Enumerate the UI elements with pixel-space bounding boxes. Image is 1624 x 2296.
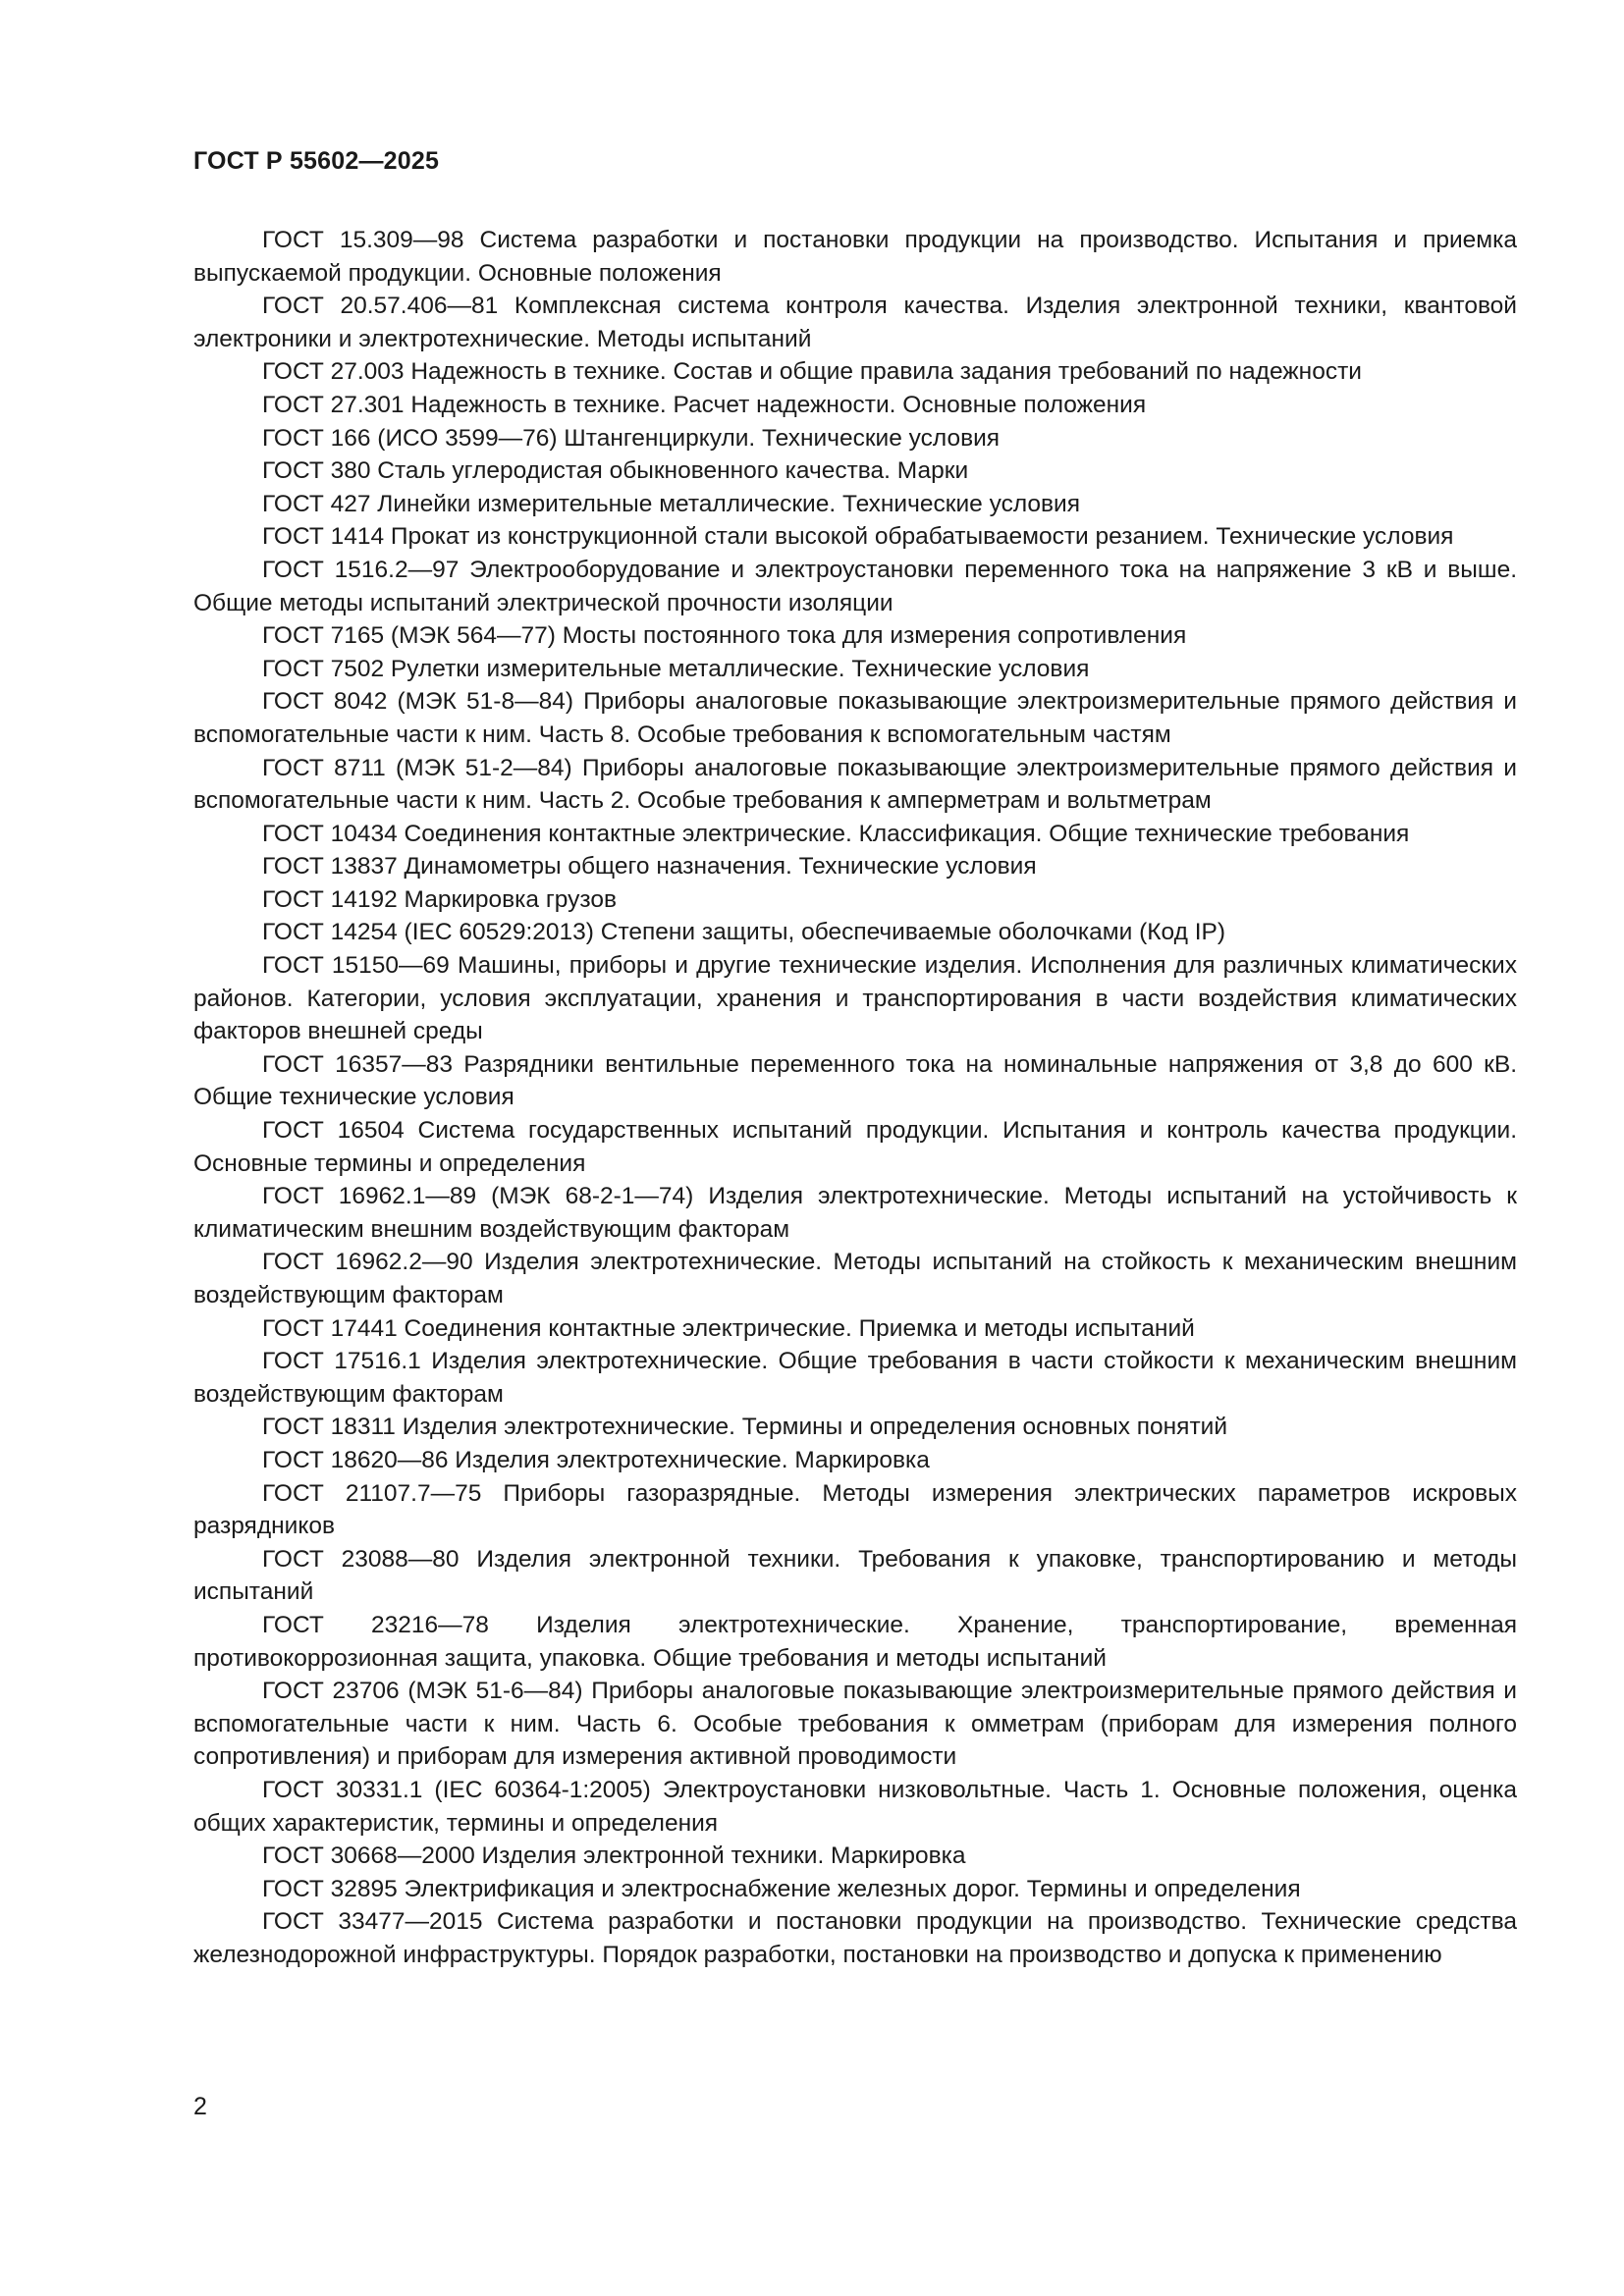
reference-item: ГОСТ 1414 Прокат из конструкционной стали высокой обрабатываемости резанием. Технические условия xyxy=(262,523,1454,551)
reference-item: ГОСТ 16962.2—90 Изделия электротехнические. Методы испытаний на стойкость к механическим внешним воздействующим факторам xyxy=(193,1249,1517,1308)
reference-item: ГОСТ 15.309—98 Система разработки и постановки продукции на производство. Испытания и приемка выпускаемой продукции. Основные положения xyxy=(193,227,1517,287)
reference-item: ГОСТ 27.301 Надежность в технике. Расчет надежности. Основные положения xyxy=(262,391,1147,418)
reference-item: ГОСТ 427 Линейки измерительные металлические. Технические условия xyxy=(262,490,1080,517)
reference-item: ГОСТ 10434 Соединения контактные электрические. Классификация. Общие технические требования xyxy=(262,820,1410,847)
reference-item: ГОСТ 30331.1 (IEC 60364-1:2005) Электроустановки низковольтные. Часть 1. Основные положения, оценка общих характеристик, термины и определения xyxy=(193,1776,1517,1837)
reference-item: ГОСТ 17441 Соединения контактные электрические. Приемка и методы испытаний xyxy=(262,1314,1195,1342)
document-header: ГОСТ Р 55602—2025 xyxy=(193,147,440,175)
reference-item: ГОСТ 14254 (IEC 60529:2013) Степени защиты, обеспечиваемые оболочками (Код IP) xyxy=(262,919,1226,946)
reference-item: ГОСТ 13837 Динамометры общего назначения. Технические условия xyxy=(262,853,1037,881)
reference-item: ГОСТ 18311 Изделия электротехнические. Термины и определения основных понятий xyxy=(262,1414,1228,1441)
reference-item: ГОСТ 380 Сталь углеродистая обыкновенного качества. Марки xyxy=(262,457,969,485)
reference-item: ГОСТ 7502 Рулетки измерительные металлические. Технические условия xyxy=(262,655,1090,682)
reference-item: ГОСТ 16504 Система государственных испытаний продукции. Испытания и контроль качества продукции. Основные термины и определения xyxy=(193,1117,1517,1177)
reference-item: ГОСТ 32895 Электрификация и электроснабжение железных дорог. Термины и определения xyxy=(262,1875,1301,1902)
reference-item: ГОСТ 30668—2000 Изделия электронной техники. Маркировка xyxy=(262,1842,966,1870)
reference-item: ГОСТ 8042 (МЭК 51-8—84) Приборы аналоговые показывающие электроизмерительные прямого действия и вспомогательные части к ним. Часть 8. Особые требования к вспомогательным частям xyxy=(193,688,1517,748)
reference-item: ГОСТ 1516.2—97 Электрооборудование и электроустановки переменного тока на напряжение 3 кВ и выше. Общие методы испытаний электрической прочности изоляции xyxy=(193,556,1517,616)
reference-item: ГОСТ 23216—78 Изделия электротехнические. Хранение, транспортирование, временная противокоррозионная защита, упаковка. Общие требования и методы испытаний xyxy=(193,1611,1517,1672)
page-number: 2 xyxy=(193,2093,207,2120)
reference-item: ГОСТ 15150—69 Машины, приборы и другие технические изделия. Исполнения для различных климатических районов. Категории, условия эксплуатации, хранения и транспортирования в части воздействия климатических факторов внешней среды xyxy=(193,952,1517,1045)
reference-item: ГОСТ 14192 Маркировка грузов xyxy=(262,885,617,913)
reference-item: ГОСТ 18620—86 Изделия электротехнические. Маркировка xyxy=(262,1446,930,1473)
reference-item: ГОСТ 166 (ИСО 3599—76) Штангенциркули. Технические условия xyxy=(262,424,1001,452)
reference-item: ГОСТ 20.57.406—81 Комплексная система контроля качества. Изделия электронной техники, квантовой электроники и электротехнические. Методы испытаний xyxy=(193,293,1517,352)
reference-item: ГОСТ 17516.1 Изделия электротехнические. Общие требования в части стойкости к механическим внешним воздействующим факторам xyxy=(193,1348,1517,1408)
reference-item: ГОСТ 16962.1—89 (МЭК 68-2-1—74) Изделия электротехнические. Методы испытаний на устойчивость к климатическим внешним воздействующим факторам xyxy=(193,1183,1517,1243)
normative-references-list xyxy=(193,224,1517,1971)
reference-item: ГОСТ 21107.7—75 Приборы газоразрядные. Методы измерения электрических параметров искровых разрядников xyxy=(193,1479,1517,1540)
reference-item: ГОСТ 8711 (МЭК 51-2—84) Приборы аналоговые показывающие электроизмерительные прямого действия и вспомогательные части к ним. Часть 2. Особые требования к амперметрам и вольтметрам xyxy=(193,754,1517,815)
reference-item: ГОСТ 23088—80 Изделия электронной техники. Требования к упаковке, транспортированию и методы испытаний xyxy=(193,1545,1517,1606)
reference-item: ГОСТ 7165 (МЭК 564—77) Мосты постоянного тока для измерения сопротивления xyxy=(262,622,1187,650)
reference-item: ГОСТ 27.003 Надежность в технике. Состав и общие правила задания требований по надежности xyxy=(262,358,1362,386)
reference-item: ГОСТ 16357—83 Разрядники вентильные переменного тока на номинальные напряжения от 3,8 до 600 кВ. Общие технические условия xyxy=(193,1050,1517,1111)
reference-item: ГОСТ 23706 (МЭК 51-6—84) Приборы аналоговые показывающие электроизмерительные прямого действия и вспомогательные части к ним. Часть 6. Особые требования к омметрам (приборам для измерения полного сопротивления) и приборам для измерения активной проводимости xyxy=(193,1678,1517,1771)
reference-item: ГОСТ 33477—2015 Система разработки и постановки продукции на производство. Технические средства железнодорожной инфраструктуры. Порядок разработки, постановки на производство и допуска к применению xyxy=(193,1908,1517,1968)
